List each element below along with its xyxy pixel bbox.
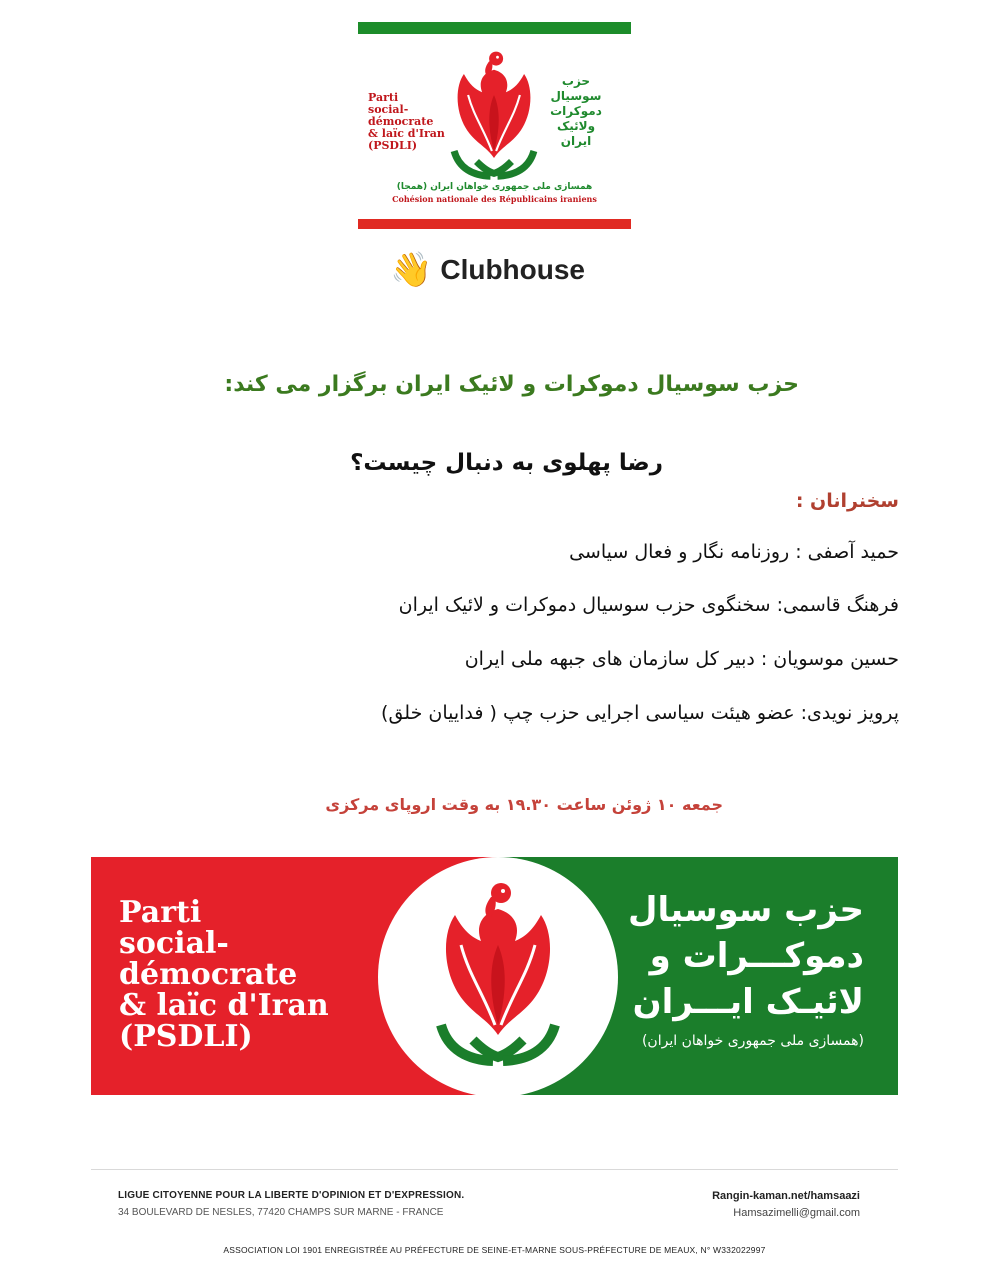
- logo-fa-line: ولائیک: [556, 119, 596, 133]
- footer-divider: [91, 1169, 898, 1170]
- logo-subtitle-french: Cohésion nationale des Républicains iraniens: [392, 194, 597, 204]
- speaker-item: حمید آصفی : روزنامه نگار و فعال سیاسی: [569, 541, 899, 563]
- footer-organization: [118, 1190, 464, 1218]
- rose-dove-emblem-icon: [446, 46, 542, 186]
- logo-fa-line: دموکرات: [550, 104, 602, 118]
- speakers-heading: سخنرانان :: [795, 490, 899, 512]
- banner-fr-line: social-: [119, 926, 229, 961]
- banner-french-name: [119, 897, 329, 1052]
- organizer-heading: حزب سوسیال دموکرات و لائیک ایران برگزار می کند:: [224, 372, 799, 397]
- banner-persian-name: [628, 887, 864, 1051]
- logo-top-green-bar: [358, 22, 631, 34]
- clubhouse-badge: [390, 250, 585, 290]
- waving-hand-icon: 👋: [390, 250, 433, 290]
- logo-fr-line: Parti: [368, 91, 399, 104]
- logo-fr-line: (PSDLI): [368, 139, 418, 152]
- speaker-item: حسین موسویان : دبیر کل سازمان های جبهه ملی ایران: [464, 648, 899, 670]
- logo-fr-line: & laïc d'Iran: [368, 127, 445, 140]
- logo-fr-line: démocrate: [368, 115, 434, 128]
- banner-fa-subtitle: (همسازی ملی جمهوری خواهان ایران): [641, 1033, 864, 1049]
- logo-fa-line: سوسیال: [550, 89, 602, 103]
- footer-email-link[interactable]: Hamsazimelli@gmail.com: [733, 1207, 860, 1219]
- logo-persian-name: [541, 74, 611, 149]
- footer-org-name: LIGUE CITOYENNE POUR LA LIBERTE D'OPINION ET D'EXPRESSION.: [118, 1190, 465, 1201]
- banner-fa-line: حزب سوسیال: [628, 890, 864, 930]
- logo-bottom-red-bar: [358, 219, 631, 229]
- rose-dove-emblem-icon: [433, 875, 563, 1075]
- banner-fr-line: démocrate: [119, 957, 298, 992]
- event-date-time: جمعه ۱۰ ژوئن ساعت ۱۹.۳۰ به وقت اروپای مرکزی: [325, 795, 723, 814]
- party-banner: [91, 857, 898, 1095]
- event-topic: رضا پهلوی به دنبال چیست؟: [350, 450, 663, 476]
- footer-website-link[interactable]: Rangin-kaman.net/hamsaazi: [712, 1190, 860, 1202]
- speaker-item: فرهنگ قاسمی: سخنگوی حزب سوسیال دموکرات و لائیک ایران: [398, 594, 899, 616]
- footer-contact: [712, 1190, 860, 1219]
- logo-subtitle-persian: همسازی ملی جمهوری خواهان ایران (همجا): [396, 182, 593, 192]
- footer-association-note: ASSOCIATION LOI 1901 ENREGISTRÉE AU PRÉFECTURE DE SEINE-ET-MARNE SOUS-PRÉFECTURE DE MEAUX, N° W332022997: [223, 1245, 766, 1255]
- banner-fr-line: Parti: [119, 895, 202, 930]
- speaker-item: پرویز نویدی: عضو هیئت سیاسی اجرایی حزب چپ ( فداییان خلق): [381, 702, 899, 724]
- logo-fa-line: حزب: [561, 74, 591, 88]
- banner-fa-line: لائیـک ایـــران: [632, 982, 864, 1022]
- banner-fa-line: دموکـــرات و: [649, 936, 864, 976]
- logo-fa-line: ایران: [560, 134, 592, 148]
- logo-fr-line: social-: [368, 103, 409, 116]
- banner-fr-line: & laïc d'Iran: [119, 988, 329, 1023]
- top-logo: [358, 22, 631, 229]
- footer-address: 34 BOULEVARD DE NESLES, 77420 CHAMPS SUR MARNE - FRANCE: [118, 1207, 444, 1218]
- clubhouse-label: Clubhouse: [440, 254, 586, 285]
- banner-fr-line: (PSDLI): [119, 1019, 253, 1054]
